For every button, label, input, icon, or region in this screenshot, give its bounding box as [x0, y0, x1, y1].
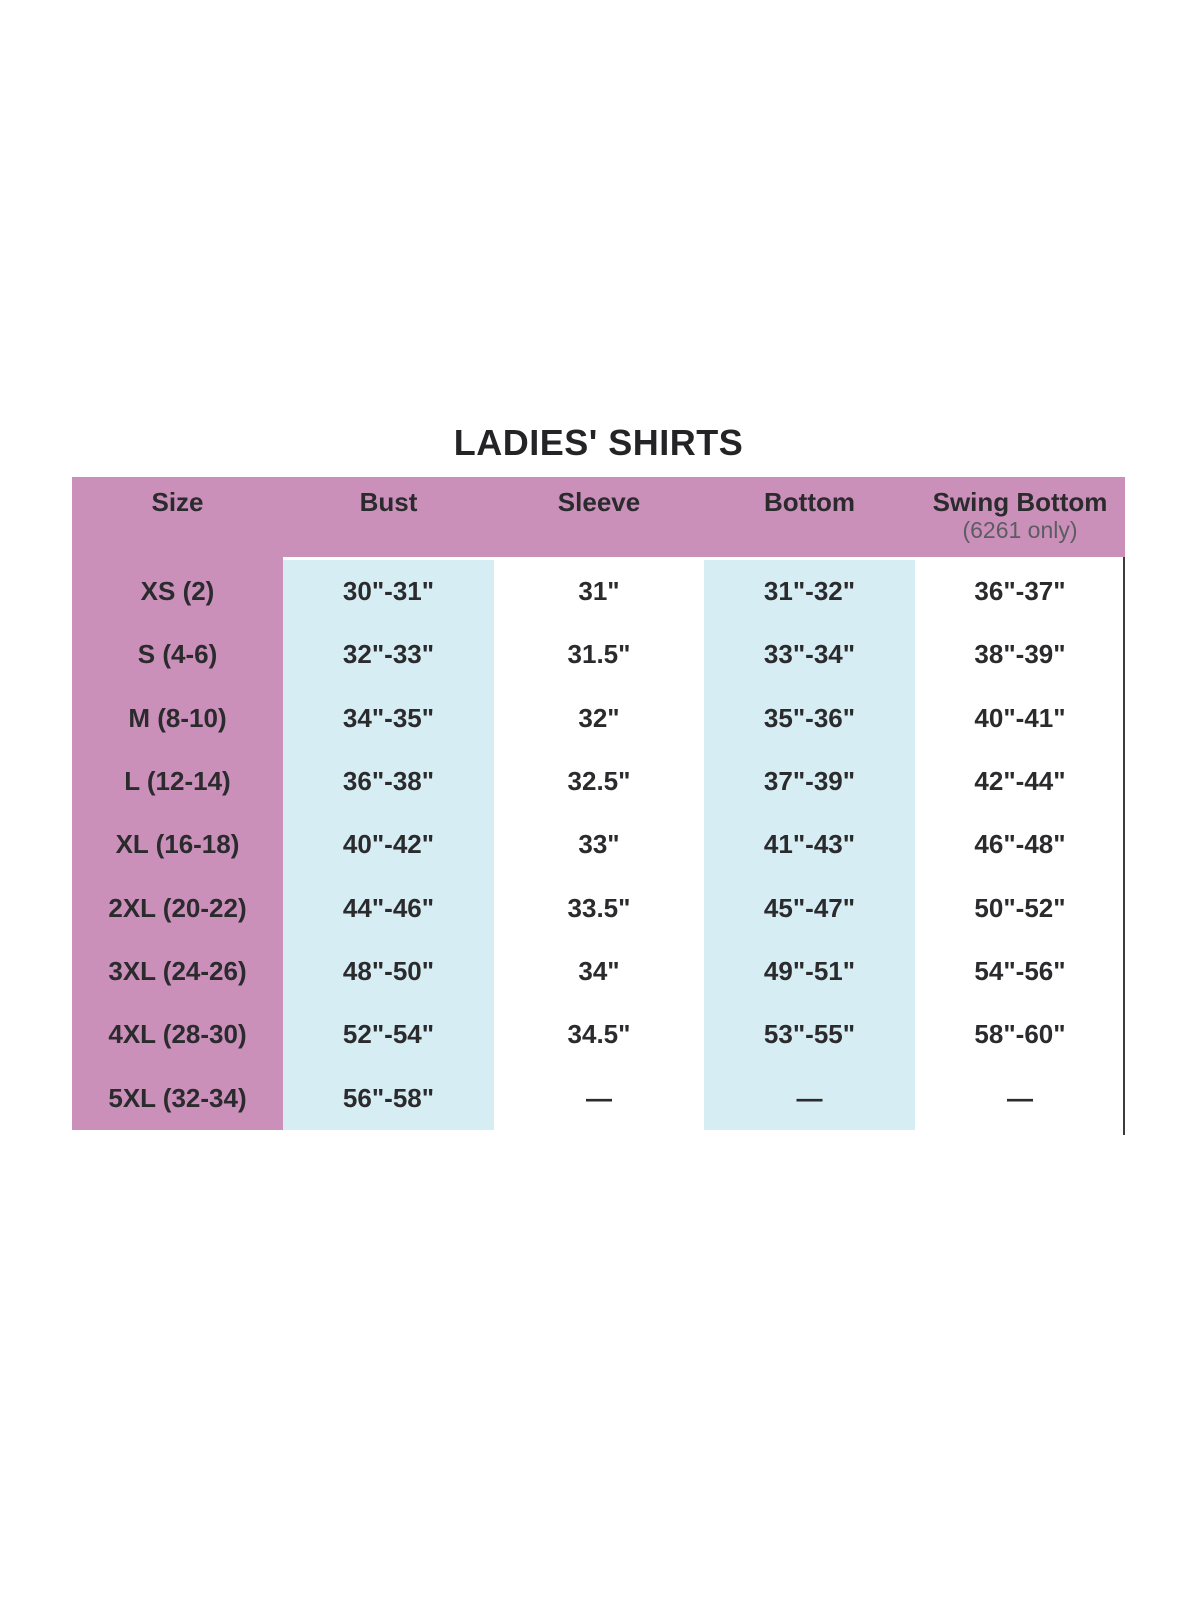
row-bust-value: 40"-42"	[283, 813, 494, 876]
row-swing-bottom-value: —	[915, 1067, 1125, 1130]
row-size-label: XL (16-18)	[72, 813, 283, 876]
table-row	[72, 687, 1125, 750]
row-bottom-value: 37"-39"	[704, 750, 915, 813]
row-swing-bottom-value: 58"-60"	[915, 1003, 1125, 1066]
table-row	[72, 560, 1125, 623]
row-size-label: 5XL (32-34)	[72, 1067, 283, 1130]
row-bust-value: 30"-31"	[283, 560, 494, 623]
row-sleeve-value: 32"	[494, 687, 704, 750]
column-header-bottom-label: Bottom	[764, 487, 855, 517]
column-header-sleeve	[494, 477, 704, 557]
row-sleeve-value: 31"	[494, 560, 704, 623]
row-bust-value: 56"-58"	[283, 1067, 494, 1130]
column-header-sleeve-label: Sleeve	[557, 487, 641, 517]
row-sleeve-value: 34.5"	[494, 1003, 704, 1066]
column-header-swing-bottom-label: Swing Bottom	[932, 487, 1108, 517]
row-swing-bottom-value: 46"-48"	[915, 813, 1125, 876]
row-swing-bottom-value: 36"-37"	[915, 560, 1125, 623]
table-body	[72, 560, 1125, 1130]
row-swing-bottom-value: 40"-41"	[915, 687, 1125, 750]
table-row	[72, 1067, 1125, 1130]
row-bust-value: 44"-46"	[283, 877, 494, 940]
row-bottom-value: 31"-32"	[704, 560, 915, 623]
row-sleeve-value: 32.5"	[494, 750, 704, 813]
table-row	[72, 623, 1125, 686]
row-swing-bottom-value: 42"-44"	[915, 750, 1125, 813]
row-size-label: 4XL (28-30)	[72, 1003, 283, 1066]
table-row	[72, 813, 1125, 876]
row-sleeve-value: 34"	[494, 940, 704, 1003]
row-sleeve-value: 31.5"	[494, 623, 704, 686]
column-header-bottom	[704, 477, 915, 557]
row-sleeve-value: 33"	[494, 813, 704, 876]
row-size-label: 3XL (24-26)	[72, 940, 283, 1003]
row-size-label: XS (2)	[72, 560, 283, 623]
size-chart-table	[72, 477, 1125, 1130]
row-bottom-value: 45"-47"	[704, 877, 915, 940]
column-header-swing-bottom-sublabel: (6261 only)	[962, 517, 1078, 543]
table-row	[72, 940, 1125, 1003]
row-size-label: S (4-6)	[72, 623, 283, 686]
table-row	[72, 877, 1125, 940]
row-swing-bottom-value: 54"-56"	[915, 940, 1125, 1003]
column-header-bust	[283, 477, 494, 557]
column-header-bust-label: Bust	[359, 487, 418, 517]
row-bottom-value: 49"-51"	[704, 940, 915, 1003]
column-header-swing-bottom	[915, 477, 1125, 557]
row-sleeve-value: 33.5"	[494, 877, 704, 940]
row-swing-bottom-value: 50"-52"	[915, 877, 1125, 940]
row-size-label: M (8-10)	[72, 687, 283, 750]
row-bust-value: 36"-38"	[283, 750, 494, 813]
row-swing-bottom-value: 38"-39"	[915, 623, 1125, 686]
page-title: LADIES' SHIRTS	[453, 422, 744, 463]
row-sleeve-value: —	[494, 1067, 704, 1130]
table-row	[72, 750, 1125, 813]
row-bottom-value: —	[704, 1067, 915, 1130]
row-bottom-value: 53"-55"	[704, 1003, 915, 1066]
column-header-size-label: Size	[151, 487, 204, 517]
table-right-border-line	[1123, 557, 1125, 1135]
row-bottom-value: 33"-34"	[704, 623, 915, 686]
row-bust-value: 48"-50"	[283, 940, 494, 1003]
row-bust-value: 52"-54"	[283, 1003, 494, 1066]
table-row	[72, 1003, 1125, 1066]
row-bust-value: 32"-33"	[283, 623, 494, 686]
row-size-label: 2XL (20-22)	[72, 877, 283, 940]
row-bust-value: 34"-35"	[283, 687, 494, 750]
table-header-row	[72, 477, 1125, 557]
column-header-size	[72, 477, 283, 557]
row-bottom-value: 41"-43"	[704, 813, 915, 876]
row-size-label: L (12-14)	[72, 750, 283, 813]
row-bottom-value: 35"-36"	[704, 687, 915, 750]
